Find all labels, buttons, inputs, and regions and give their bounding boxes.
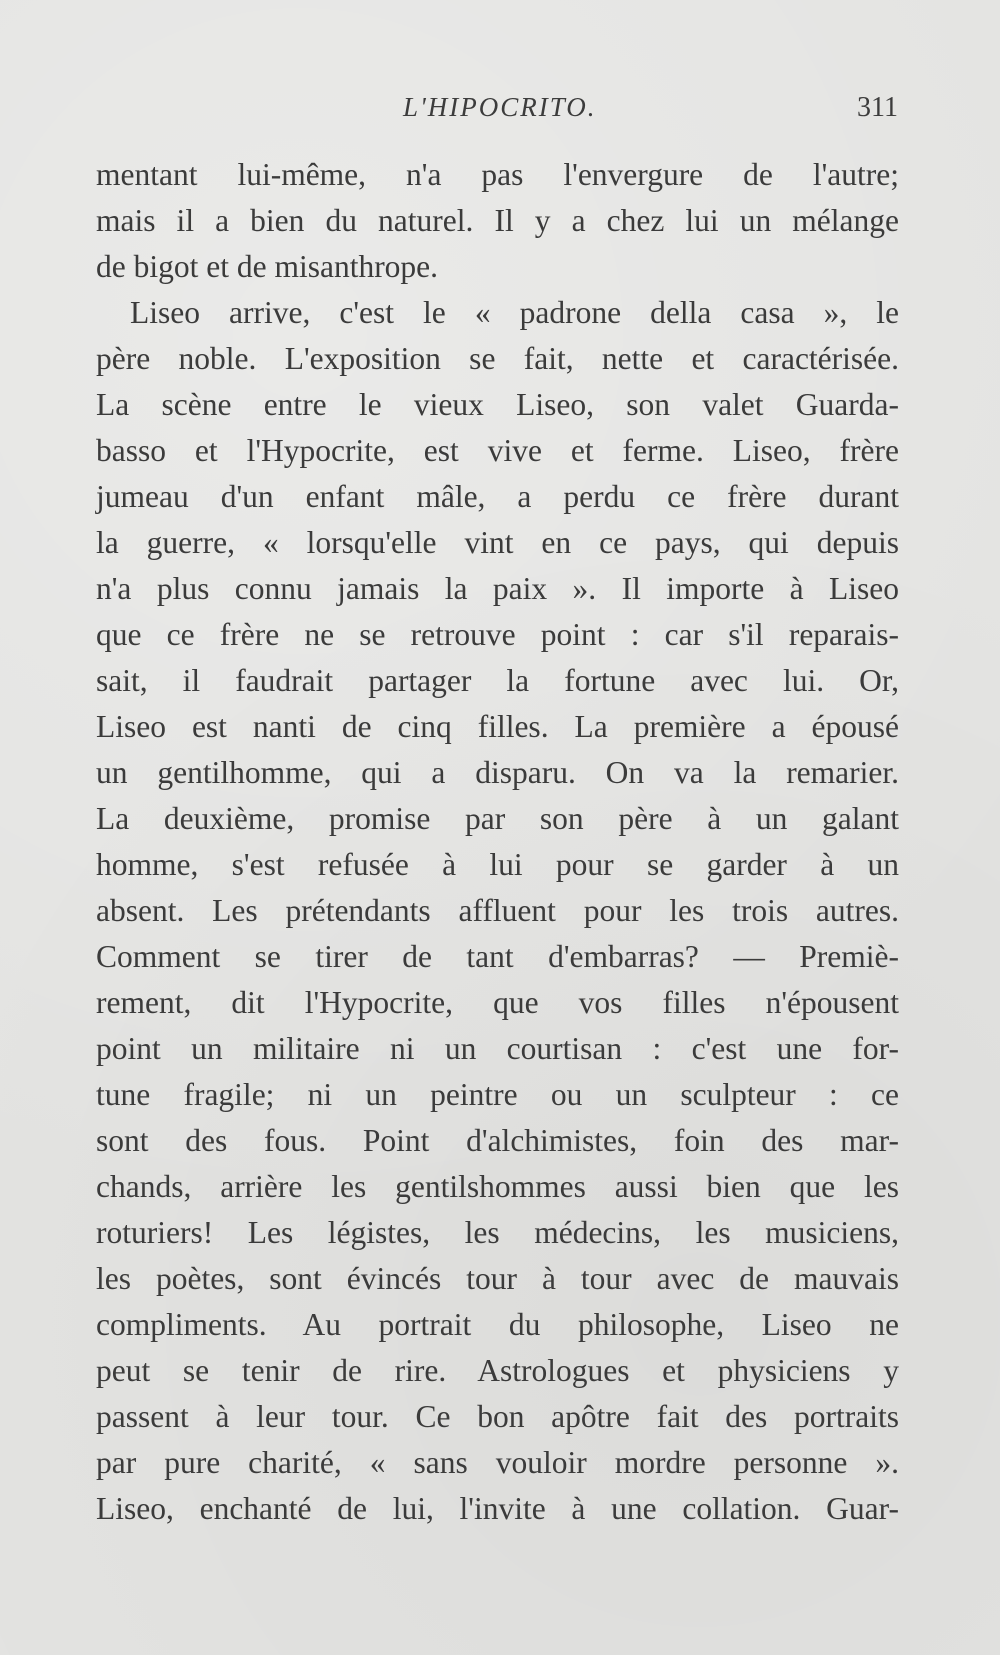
text-line: chands, arrière les gentilshommes aussi bien que les	[96, 1169, 899, 1204]
text-line: mais il a bien du naturel. Il y a chez lui un mélange	[96, 203, 899, 238]
text-line: mentant lui-même, n'a pas l'envergure de l'autre;	[96, 157, 899, 192]
text-line: rement, dit l'Hypocrite, que vos filles n'épousent	[96, 985, 899, 1020]
page-number: 311	[857, 92, 898, 123]
text-line: compliments. Au portrait du philosophe, Liseo ne	[96, 1307, 899, 1342]
text-line: que ce frère ne se retrouve point : car s'il reparais-	[96, 617, 899, 652]
text-line: n'a plus connu jamais la paix ». Il importe à Liseo	[96, 571, 899, 606]
text-line: basso et l'Hypocrite, est vive et ferme. Liseo, frère	[96, 433, 899, 468]
text-line: tune fragile; ni un peintre ou un sculpteur : ce	[96, 1077, 899, 1112]
text-line: Comment se tirer de tant d'embarras? — Premiè-	[96, 939, 899, 974]
text-line: sait, il faudrait partager la fortune avec lui. Or,	[96, 663, 899, 698]
text-line: La deuxième, promise par son père à un galant	[96, 801, 899, 836]
text-line: les poètes, sont évincés tour à tour avec de mauvais	[96, 1261, 899, 1296]
text-line: La scène entre le vieux Liseo, son valet Guarda-	[96, 387, 899, 422]
text-line: jumeau d'un enfant mâle, a perdu ce frère durant	[96, 479, 899, 514]
text-line: un gentilhomme, qui a disparu. On va la remarier.	[96, 755, 899, 790]
text-line: Liseo, enchanté de lui, l'invite à une collation. Guar-	[96, 1491, 899, 1526]
text-line: peut se tenir de rire. Astrologues et physiciens y	[96, 1353, 899, 1388]
text-line: Liseo arrive, c'est le « padrone della casa », le	[130, 295, 899, 330]
running-head	[0, 92, 1000, 132]
text-line: sont des fous. Point d'alchimistes, foin des mar-	[96, 1123, 899, 1158]
running-title: L'HIPOCRITO.	[403, 92, 597, 122]
text-line: père noble. L'exposition se fait, nette et caractérisée.	[96, 341, 899, 376]
text-line: de bigot et de misanthrope.	[96, 249, 439, 284]
text-line: la guerre, « lorsqu'elle vint en ce pays, qui depuis	[96, 525, 899, 560]
text-line: roturiers! Les légistes, les médecins, les musiciens,	[96, 1215, 899, 1250]
text-line: Liseo est nanti de cinq filles. La première a épousé	[96, 709, 899, 744]
text-line: point un militaire ni un courtisan : c'est une for-	[96, 1031, 899, 1066]
text-line: par pure charité, « sans vouloir mordre personne ».	[96, 1445, 899, 1480]
text-line: passent à leur tour. Ce bon apôtre fait des portraits	[96, 1399, 899, 1434]
text-line: absent. Les prétendants affluent pour les trois autres.	[96, 893, 899, 928]
text-line: homme, s'est refusée à lui pour se garder à un	[96, 847, 899, 882]
body-text	[96, 152, 899, 1532]
